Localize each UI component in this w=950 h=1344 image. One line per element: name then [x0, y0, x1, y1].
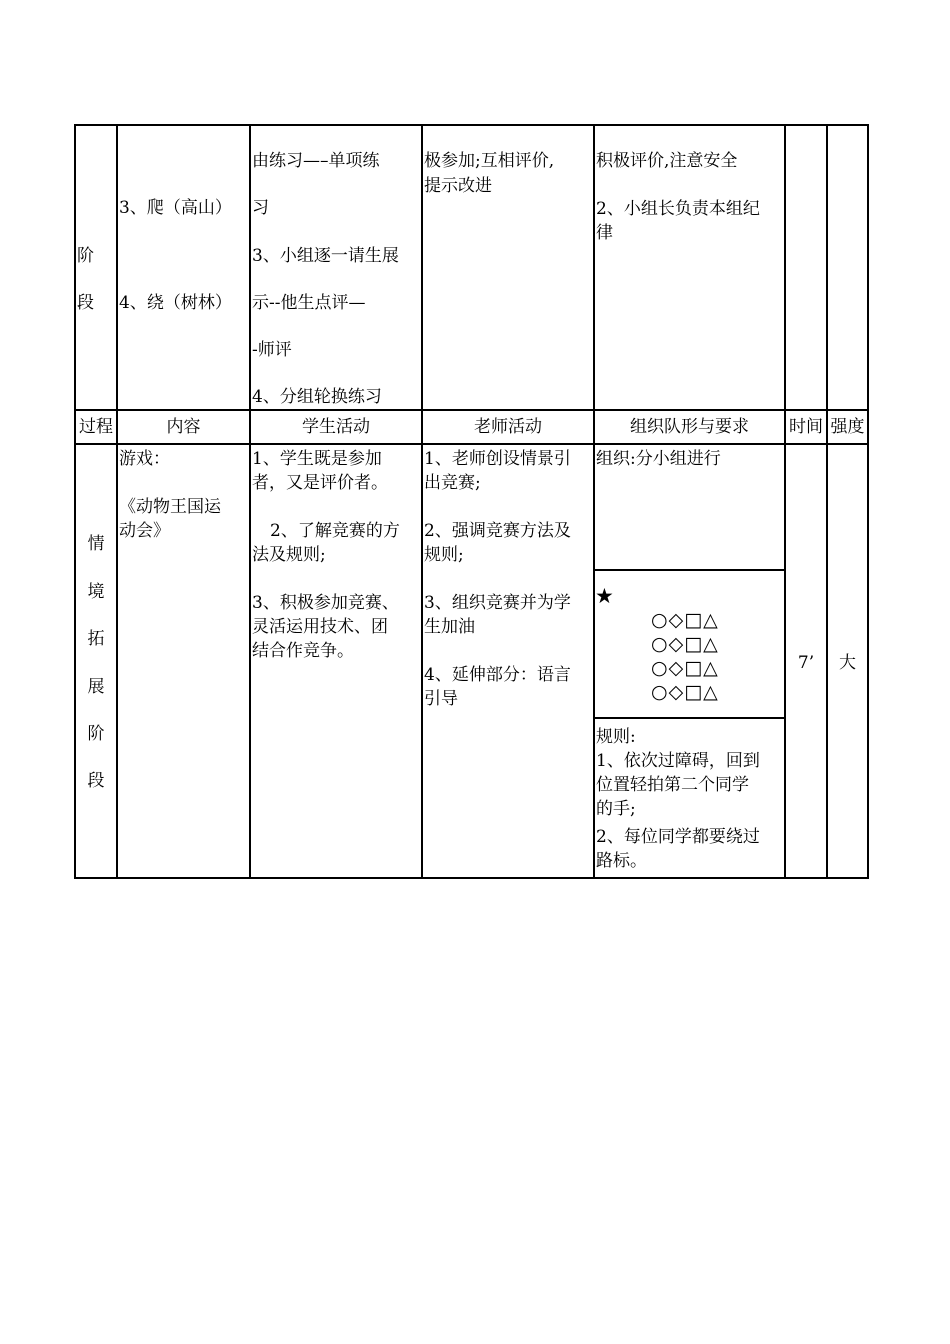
top-org-line-3: 律 — [596, 223, 613, 243]
content-line-3: 动会》 — [119, 521, 170, 541]
top-org-line-1: 积极评价,注意安全 — [596, 151, 738, 171]
intensity-value: 大 — [839, 653, 856, 673]
col-border-3 — [421, 124, 423, 879]
col-border-6 — [826, 124, 828, 879]
top-student-line-6: 4、分组轮换练习 — [252, 387, 382, 407]
table-top-border — [74, 124, 869, 126]
header-process: 过程 — [79, 417, 113, 437]
rules-line-6: 路标。 — [596, 851, 647, 871]
teacher-line-6: 生加油 — [424, 617, 475, 637]
top-student-line-1: 由练习—–单项练 — [252, 151, 380, 171]
rules-line-5: 2、每位同学都要绕过 — [596, 827, 760, 847]
stage-char-2: 境 — [87, 582, 105, 602]
formation-row-1: ○◇□△ — [651, 609, 719, 631]
rules-line-3: 位置轻拍第二个同学 — [596, 775, 749, 795]
header-student: 学生活动 — [302, 417, 370, 437]
student-line-7: 结合作竞争。 — [252, 641, 354, 661]
col-border-5 — [784, 124, 786, 879]
org-divider-2 — [593, 717, 786, 719]
student-line-5: 3、积极参加竞赛、 — [252, 593, 399, 613]
top-org-line-2: 2、小组长负责本组纪 — [596, 199, 760, 219]
org-divider-1 — [593, 569, 786, 571]
top-stage-char-1: 阶 — [77, 246, 94, 266]
header-top-border — [74, 409, 869, 411]
header-teacher: 老师活动 — [474, 417, 542, 437]
formation-row-2: ○◇□△ — [651, 633, 719, 655]
top-teacher-line-2: 提示改进 — [424, 176, 492, 196]
top-content-line-1: 3、爬（高山） — [119, 198, 232, 218]
teacher-line-8: 引导 — [424, 689, 458, 709]
top-student-line-2: 习 — [252, 198, 269, 218]
top-teacher-line-1: 极参加;互相评价, — [424, 151, 555, 171]
teacher-star-icon: ★ — [595, 584, 614, 608]
col-border-1 — [116, 124, 118, 879]
student-line-4: 法及规则; — [252, 545, 326, 565]
teacher-line-1: 1、老师创设情景引 — [424, 449, 571, 469]
formation-row-4: ○◇□△ — [651, 681, 719, 703]
top-content-line-2: 4、绕（树林） — [119, 293, 232, 313]
header-intensity: 强度 — [830, 417, 865, 437]
stage-char-6: 段 — [87, 771, 105, 791]
top-student-line-3: 3、小组逐一请生展 — [252, 246, 399, 266]
teacher-line-3: 2、强调竞赛方法及 — [424, 521, 571, 541]
col-border-4 — [593, 124, 595, 879]
col-border-0 — [74, 124, 76, 879]
stage-char-1: 情 — [87, 534, 105, 554]
time-value: 7’ — [797, 653, 815, 673]
teacher-line-5: 3、组织竞赛并为学 — [424, 593, 571, 613]
top-stage-char-2: 段 — [77, 293, 94, 313]
teacher-line-2: 出竞赛; — [424, 473, 481, 493]
content-line-2: 《动物王国运 — [119, 497, 221, 517]
student-line-1: 1、学生既是参加 — [252, 449, 382, 469]
header-time: 时间 — [789, 417, 823, 437]
top-student-line-5: -师评 — [252, 340, 292, 360]
student-line-3: 2、了解竞赛的方 — [270, 521, 400, 541]
teacher-line-4: 规则; — [424, 545, 464, 565]
header-org: 组织队形与要求 — [630, 417, 749, 437]
table-bottom-border — [74, 877, 869, 879]
header-bottom-border — [74, 443, 869, 445]
content-line-1: 游戏： — [119, 449, 170, 469]
student-line-6: 灵活运用技术、团 — [252, 617, 388, 637]
student-line-2: 者，又是评价者。 — [252, 473, 388, 493]
col-border-7 — [867, 124, 869, 879]
org-group-text: 组织:分小组进行 — [596, 449, 721, 469]
teacher-line-7: 4、延伸部分：语言 — [424, 665, 571, 685]
stage-char-4: 展 — [87, 677, 105, 697]
rules-line-1: 规则: — [596, 727, 636, 747]
col-border-2 — [249, 124, 251, 879]
header-content: 内容 — [166, 417, 201, 437]
top-student-line-4: 示--他生点评— — [252, 293, 366, 313]
formation-row-3: ○◇□△ — [651, 657, 719, 679]
rules-line-4: 的手; — [596, 799, 636, 819]
rules-line-2: 1、依次过障碍，回到 — [596, 751, 760, 771]
stage-char-5: 阶 — [87, 724, 105, 744]
stage-char-3: 拓 — [87, 629, 105, 649]
